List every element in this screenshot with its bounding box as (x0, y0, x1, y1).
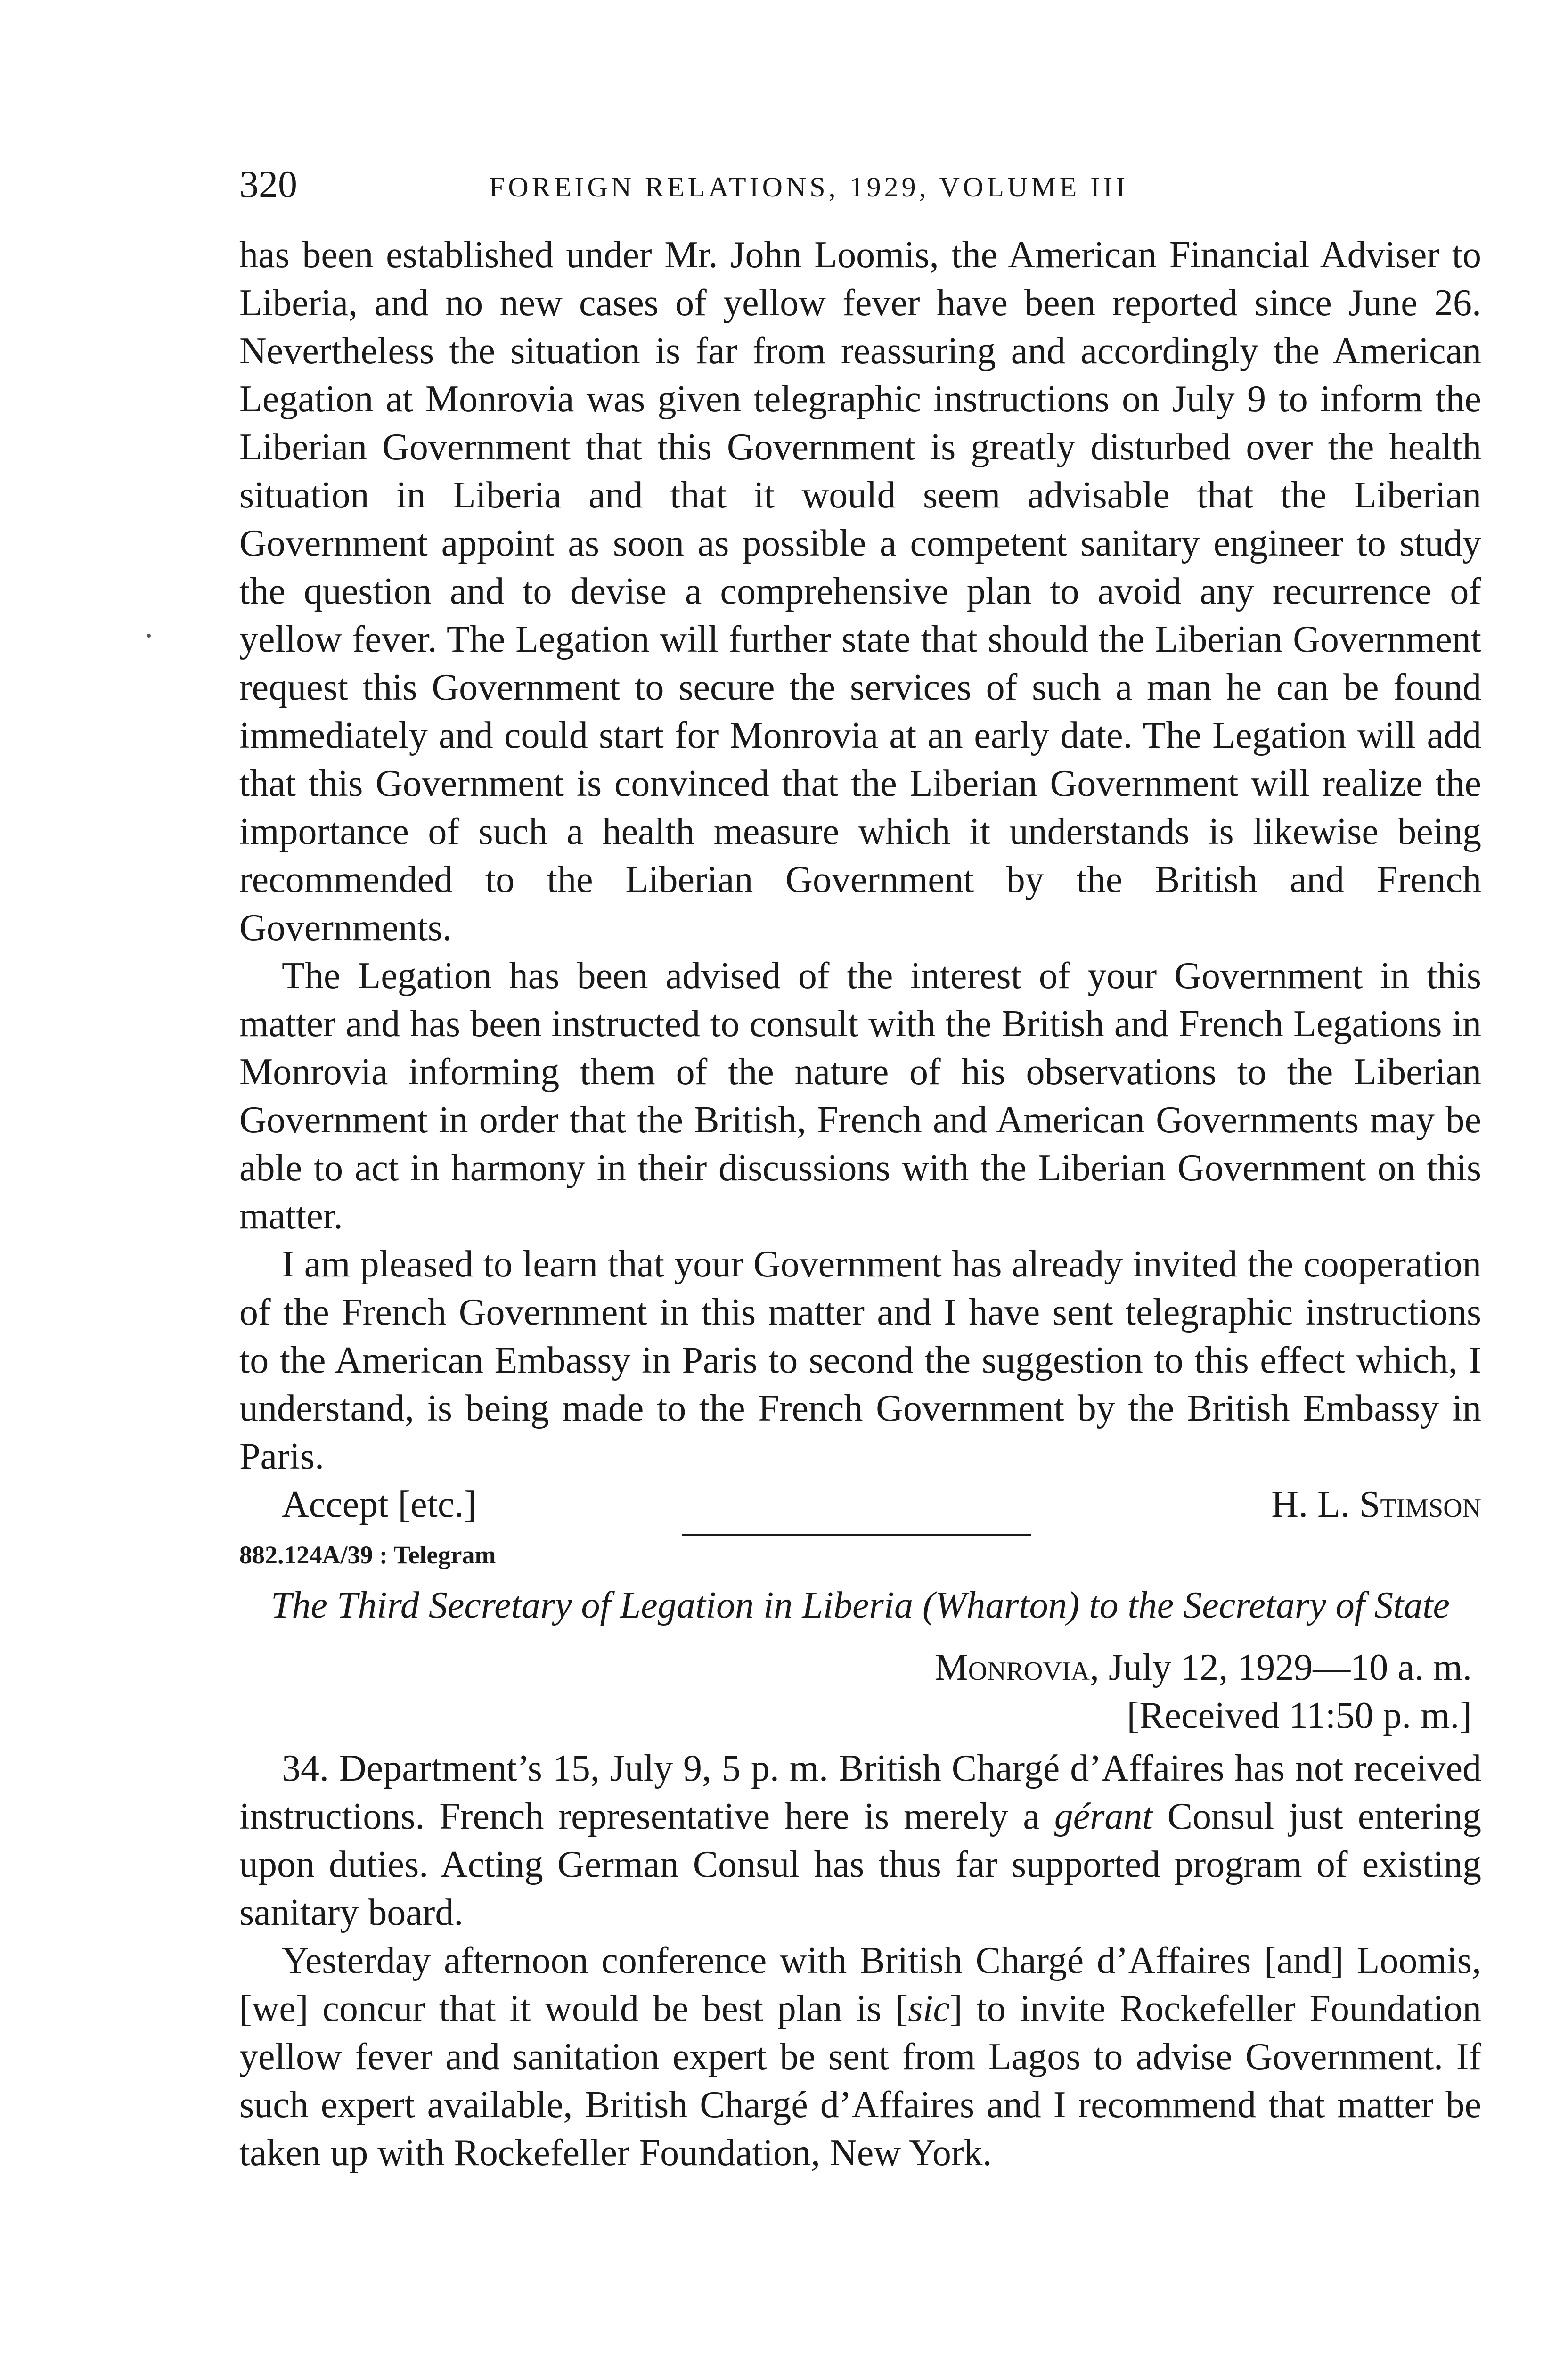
complimentary-close: Accept [etc.] (282, 1484, 477, 1525)
letter-paragraph-3: I am pleased to learn that your Government has already invited the cooperation of the French Government in this matter and I have sent telegraphic instructions to the American Embassy in Paris to second the suggestion to this effect which, I understand, is being made to the French Government by the British Embassy in Paris. (239, 1243, 1481, 1477)
file-reference: 882.124A/39 : Telegram (239, 1541, 496, 1569)
letter-paragraph-1: has been established under Mr. John Loomis, the American Financial Adviser to Liberia, and no new cases of yellow fever have been reported since June 26. Nevertheless the situation is far from reassuring and accordingly the American Legation at Monrovia was given telegraphic instructions on July 9 to inform the Liberian Government that this Government is greatly disturbed over the health situation in Liberia and that it would seem advisable that the Liberian Government appoint as soon as possible a competent sanitary engineer to study the question and to devise a comprehensive plan to avoid any recurrence of yellow fever. The Legation will further state that should the Liberian Government request this Government to secure the services of such a man he can be found immediately and could start for Monrovia at an early date. The Legation will add that this Government is convinced that the Liberian Government will realize the importance of such a health measure which it understands is likewise being recommended to the Liberian Government by the British and French Governments. (239, 234, 1481, 949)
document-page (239, 160, 1481, 2177)
dateline-place: Monrovia (934, 1647, 1090, 1688)
section-divider (682, 1534, 1031, 1536)
signature: H. L. Stimson (1271, 1484, 1481, 1525)
telegram-p2-text-b: ] to invite Rockefeller Foundation yellow fever and sanitation expert be sent from Lagos to advise Government. If such expert available, British Chargé d’Affaires and I recommend that matter be taken up with Rockefeller Foundation, New York. (239, 1988, 1481, 2174)
sic-note: sic (908, 1988, 950, 2029)
running-title: FOREIGN RELATIONS, 1929, VOLUME III (489, 172, 1129, 203)
telegram-paragraph-1 (239, 1744, 1481, 1937)
telegram-p1-text: 34. Department’s 15, July 9, 5 p. m. British Chargé d’Affaires has not received instructions. French representative here is merely a (239, 1748, 1481, 1837)
letter-closing (239, 1481, 1481, 1529)
document-heading: The Third Secretary of Legation in Liberia (Wharton) to the Secretary of State (271, 1585, 1450, 1626)
letter-paragraph-2: The Legation has been advised of the interest of your Government in this matter and has been instructed to consult with the British and French Legations in Monrovia informing them of the nature of his observations to the Liberian Government in order that the British, French and American Governments may be able to act in harmony in their discussions with the Liberian Government on this matter. (239, 955, 1481, 1237)
received-note: [Received 11:50 p. m.] (1127, 1695, 1472, 1736)
telegram-p2-text-a: Yesterday afternoon conference with British Chargé d’Affaires [and] Loomis, [we] concur that it would be best plan is [ (239, 1940, 1481, 2029)
page-number: 320 (239, 163, 297, 205)
telegram-p1-italic: gérant (1054, 1796, 1153, 1837)
print-speck (147, 634, 151, 638)
telegram-paragraph-2 (239, 1937, 1481, 2177)
running-head (239, 160, 1481, 231)
telegram-p1-rest: Consul just entering upon duties. Acting German Consul has thus far supported program of existing sanitary board. (239, 1796, 1482, 1933)
dateline (239, 1644, 1481, 1692)
dateline-date: , July 12, 1929—10 a. m. (1089, 1647, 1472, 1688)
